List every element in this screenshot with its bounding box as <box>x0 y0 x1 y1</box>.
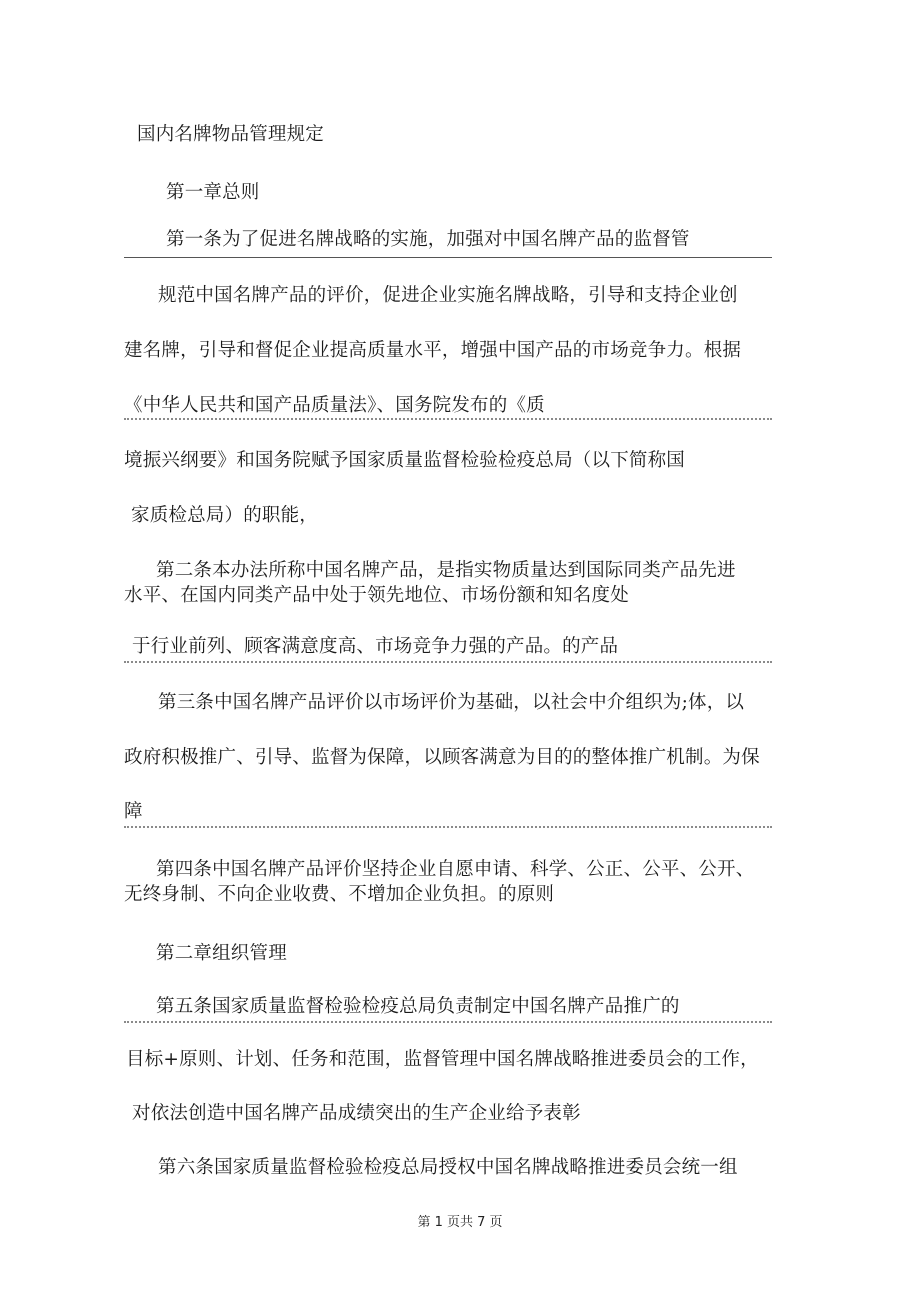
underline-rule <box>124 826 772 828</box>
article-2-line-3: 于行业前列、顾客满意度高、市场竞争力强的产品。的产品 <box>132 636 619 657</box>
underline-rule <box>124 1021 772 1023</box>
article-1-line-2: 规范中国名牌产品的评价，促进企业实施名牌战略，引导和支持企业创 <box>158 285 738 306</box>
article-3-line-3: 障 <box>124 801 143 822</box>
article-5-line-3: 对依法创造中国名牌产品成绩突出的生产企业给予表彰 <box>132 1103 581 1124</box>
article-2-line-2: 水平、在国内同类产品中处于领先地位、市场份额和知名度处 <box>124 585 629 606</box>
underline-rule <box>124 257 772 258</box>
article-1-line-1: 第一条为了促进名牌战略的实施，加强对中国名牌产品的监督管 <box>166 229 690 250</box>
article-1-line-6: 家质检总局）的职能， <box>131 505 319 526</box>
underline-rule <box>124 418 772 420</box>
article-1-line-4: 《中华人民共和国产品质量法》、国务院发布的《质 <box>124 395 545 416</box>
article-5-line-1: 第五条国家质量监督检验检疫总局负责制定中国名牌产品推广的 <box>156 996 680 1017</box>
page-number-footer: 第 1 页共 7 页 <box>417 1215 503 1230</box>
article-1-line-5: 境振兴纲要》和国务院赋予国家质量监督检验检疫总局（以下简称国 <box>124 450 686 471</box>
article-3-line-1: 第三条中国名牌产品评价以市场评价为基础，以社会中介组织为;体，以 <box>158 692 745 713</box>
article-3-line-2: 政府积极推广、引导、监督为保障，以顾客满意为目的的整体推广机制。为保 <box>124 747 760 768</box>
chapter-heading: 第二章组织管理 <box>156 943 287 964</box>
article-1-line-3: 建名牌，引导和督促企业提高质量水平，增强中国产品的市场竞争力。根据 <box>124 340 742 361</box>
article-4-line-2: 无终身制、不向企业收费、不增加企业负担。的原则 <box>124 884 555 905</box>
document-title: 国内名牌物品管理规定 <box>137 124 325 145</box>
article-4-line-1: 第四条中国名牌产品评价坚持企业自愿申请、科学、公正、公平、公开、 <box>156 859 755 880</box>
article-2-line-1: 第二条本办法所称中国名牌产品，是指实物质量达到国际同类产品先进 <box>156 560 736 581</box>
chapter-heading: 第一章总则 <box>166 182 260 203</box>
article-5-line-2: 目标+原则、计划、任务和范围，监督管理中国名牌战略推进委员会的工作， <box>126 1049 759 1070</box>
underline-rule <box>124 661 772 663</box>
article-6-line-1: 第六条国家质量监督检验检疫总局授权中国名牌战略推进委员会统一组 <box>158 1157 738 1178</box>
